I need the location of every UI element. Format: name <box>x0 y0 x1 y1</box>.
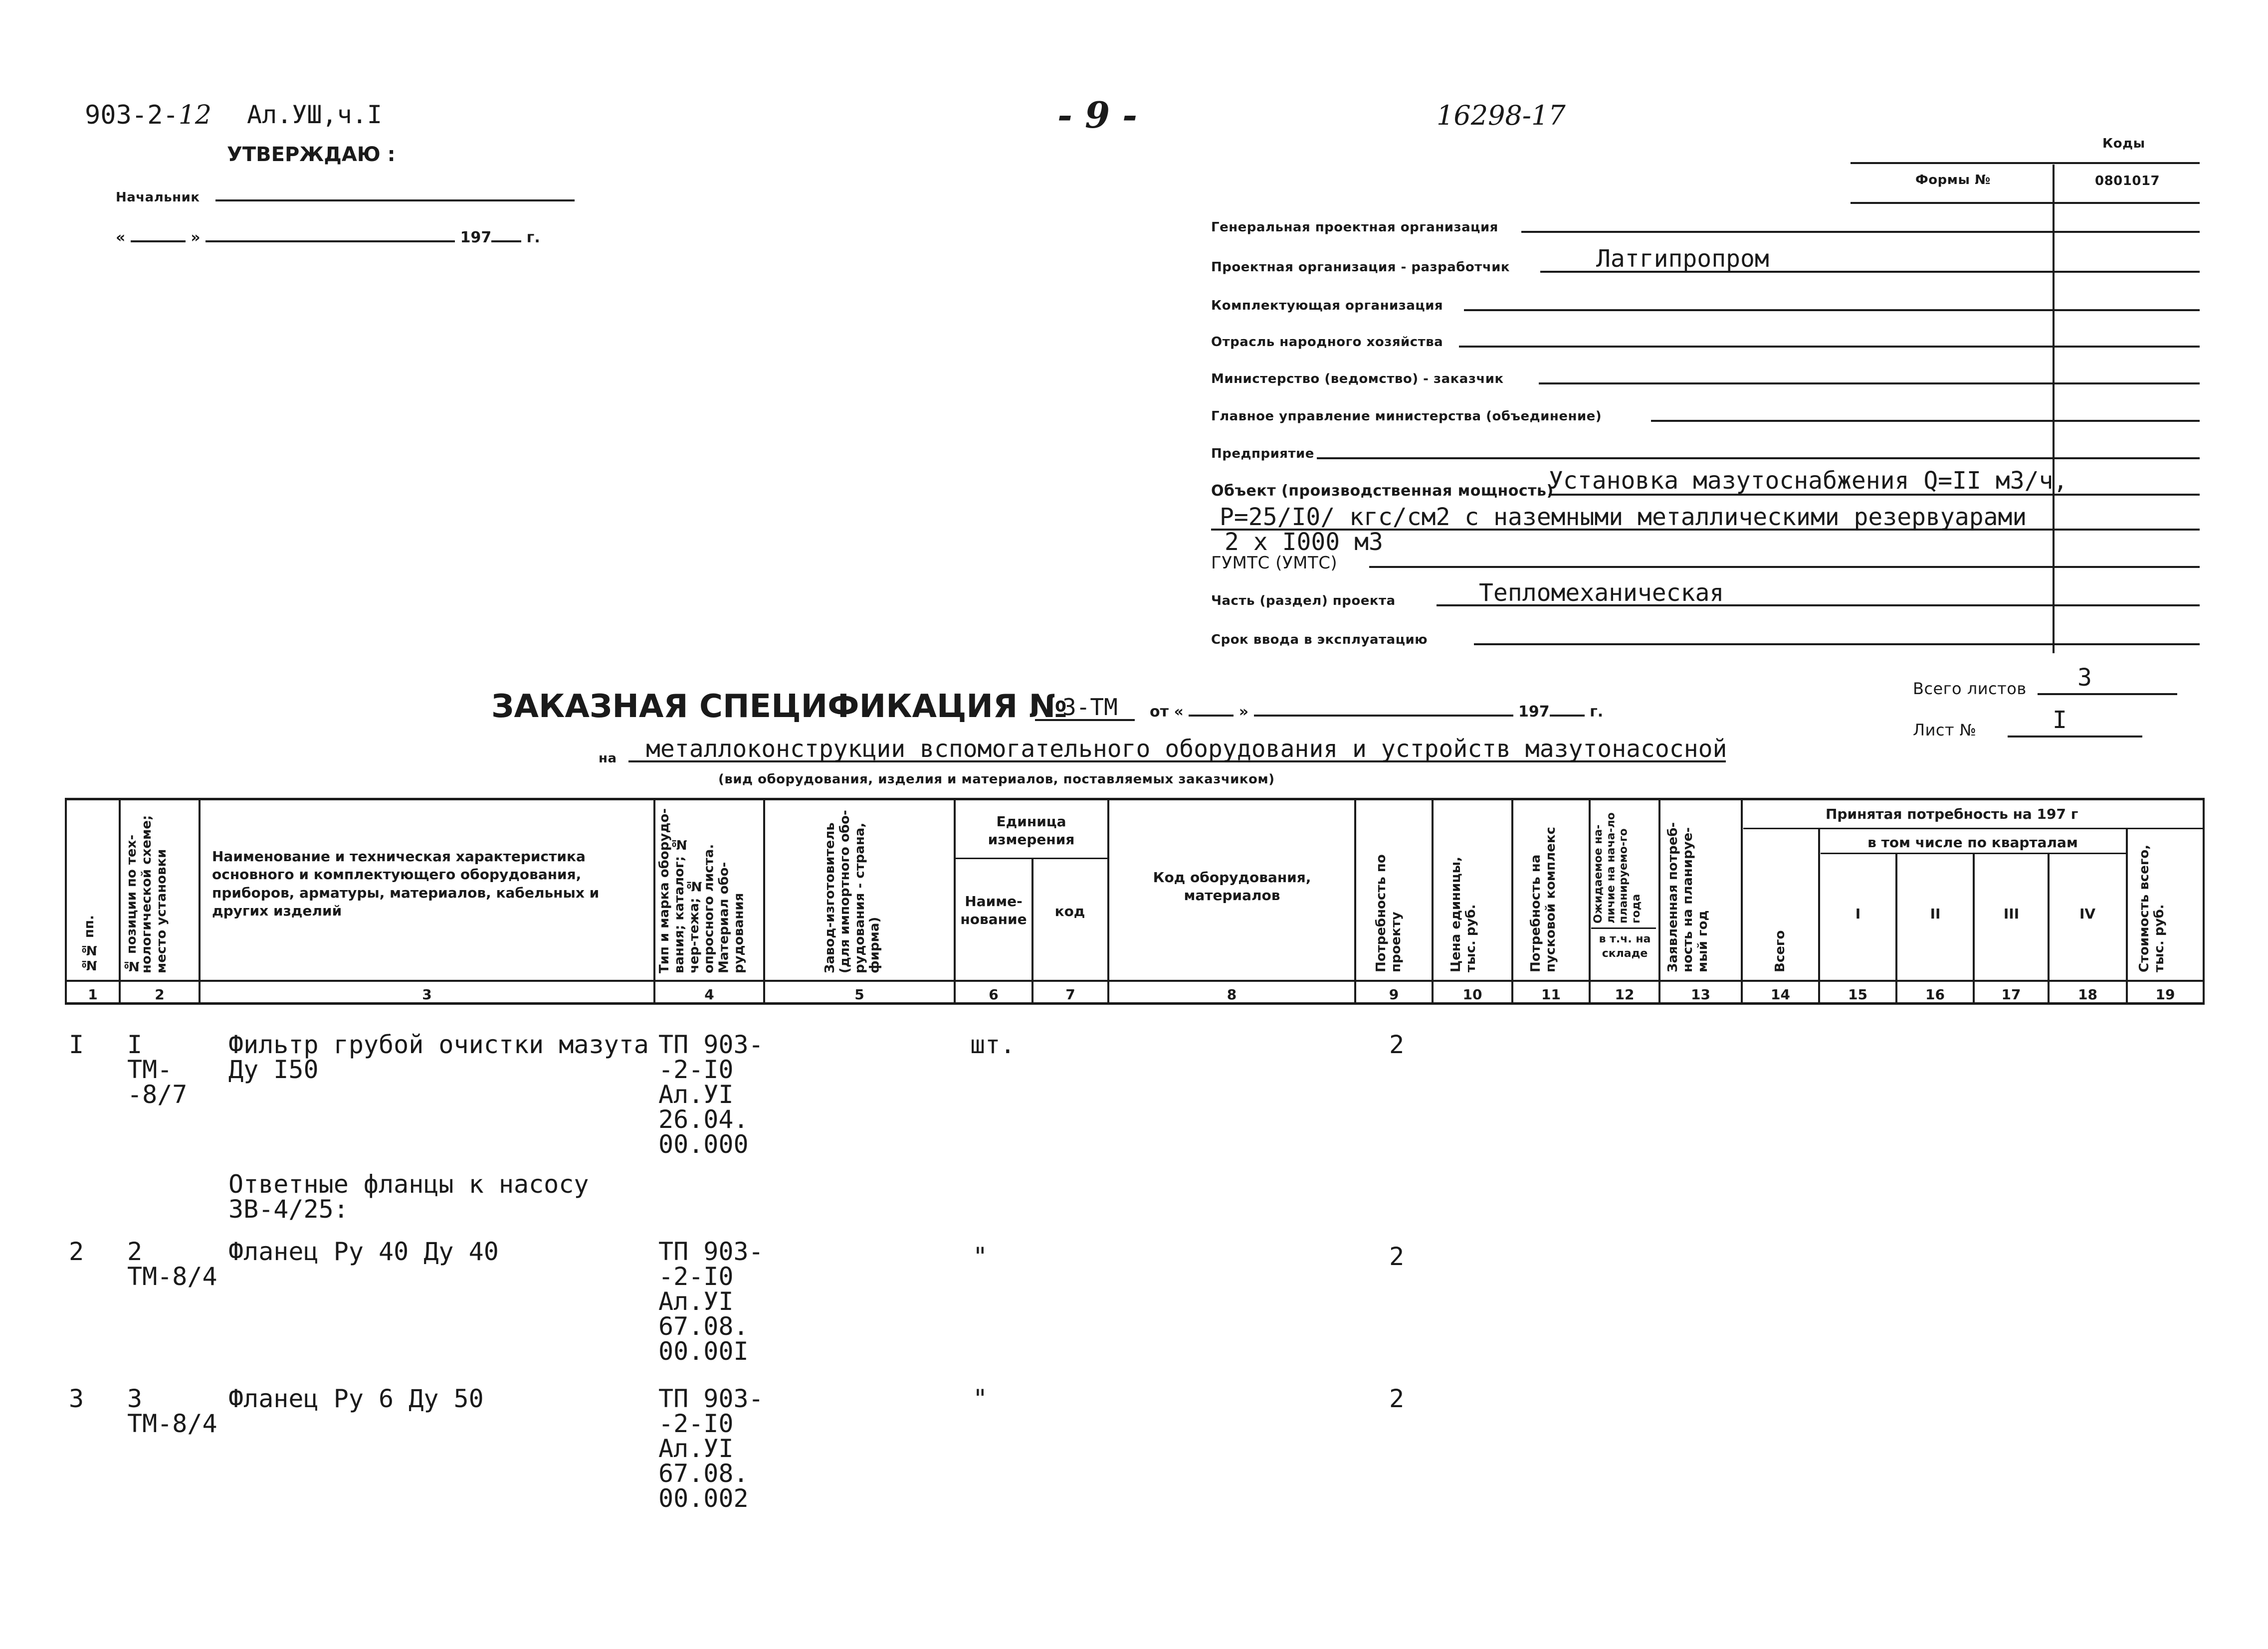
gumts-label: ГУМТС (УМТС) <box>1211 553 1338 573</box>
spec-date-open-quote: « <box>1174 703 1184 721</box>
spec-date-from: от <box>1150 703 1169 721</box>
header-q4: IV <box>2079 906 2096 922</box>
subject-on-label: на <box>599 751 617 766</box>
subject-line <box>628 760 1726 762</box>
approval-date-year: 197 <box>460 229 492 246</box>
col-number: 17 <box>2001 986 2021 1003</box>
approval-date-close-quote: » <box>191 229 201 246</box>
total-sheets-value: 3 <box>2077 664 2092 692</box>
org-field-label: Отрасль народного хозяйства <box>1211 335 1443 350</box>
commission-label: Срок ввода в эксплуатацию <box>1211 632 1428 647</box>
col-number: 6 <box>989 986 999 1003</box>
header-c5: Завод-изготовитель (для импортного обо-рудования - страна, фирма) <box>823 810 882 973</box>
col-number: 10 <box>1462 986 1482 1003</box>
header-c1: №№ пп. <box>82 915 97 972</box>
inventory-number: 16298-17 <box>1437 100 1566 131</box>
header-c11: Потребность на пусковой комплекс <box>1528 827 1558 972</box>
row-quantity: 2 <box>1389 1384 1405 1413</box>
col-number: 19 <box>2155 986 2175 1003</box>
org-field-label: Предприятие <box>1211 446 1314 461</box>
object-line-2: P=25/I0/ кгс/см2 с наземными металлическими резервуарами <box>1220 503 2027 531</box>
page-number: - 9 - <box>1057 94 1137 136</box>
document-code-typed: 903-2- <box>85 100 179 130</box>
row-number: 2 <box>69 1237 84 1266</box>
org-field-label: Министерство (ведомство) - заказчик <box>1211 371 1504 386</box>
part-label: Часть (раздел) проекта <box>1211 593 1396 608</box>
header-c2: № позиции по тех-нологической схеме; место установки <box>124 815 169 973</box>
spec-date <box>1150 705 1603 720</box>
header-c12b: в т.ч. на складе <box>1599 933 1651 960</box>
col-number: 14 <box>1771 986 1790 1003</box>
row-name: Ответные фланцы к насосу 3В-4/25: <box>228 1170 589 1224</box>
row-number: I <box>69 1030 84 1059</box>
object-line-1: Установка мазутоснабжения Q=II м3/ч, <box>1549 467 2068 495</box>
col-number: 2 <box>155 986 165 1003</box>
form-label: Формы № <box>1915 173 1991 187</box>
form-code: 0801017 <box>2095 174 2160 188</box>
col-number: 9 <box>1389 986 1399 1003</box>
header-q1: I <box>1855 906 1861 922</box>
org-field-label: Главное управление министерства (объединение) <box>1211 409 1602 424</box>
spec-title <box>491 688 1067 725</box>
header-c4: Тип и марка оборудо-вания; каталог; № чер-тежа; № опросного листа. Материал обо-рудования <box>657 808 747 973</box>
header-c7: код <box>1054 903 1085 919</box>
object-line-3: 2 x I000 м3 <box>1225 528 1383 556</box>
org-field-label: Проектная организация - разработчик <box>1211 260 1510 275</box>
approval-date-year-suffix: г. <box>526 229 540 246</box>
header-c8: Код оборудования, материалов <box>1153 869 1311 904</box>
header-c13: Заявленная потреб-ность на планируе-мый год <box>1665 822 1710 972</box>
col-number: 11 <box>1541 986 1561 1003</box>
header-c12a: Ожидаемое на-личие на нача-ло планируемо-го года <box>1592 812 1643 923</box>
row-type: ТП 903- -2-I0 Ал.УI 67.08. 00.00I <box>658 1237 764 1366</box>
row-name: Фильтр грубой очистки мазута Ду I50 <box>228 1030 649 1084</box>
org-field-value: Латгипропром <box>1596 245 1769 273</box>
codes-top-line <box>1851 162 2200 164</box>
header-c3: Наименование и техническая характеристика основного и комплектующего оборудования, приборов, арматуры, материалов, кабельных и других изделий <box>212 848 600 919</box>
col-number: 15 <box>1848 986 1867 1003</box>
header-c6: Наиме-нование <box>960 893 1027 928</box>
row-name: Фланец Ру 40 Ду 40 <box>228 1237 499 1266</box>
col-number: 4 <box>704 986 714 1003</box>
spec-number: 3-ТМ <box>1062 694 1118 721</box>
header-c19: Стоимость всего, тыс. руб. <box>2137 844 2167 972</box>
col-number: 7 <box>1065 986 1075 1003</box>
header-q3: III <box>2003 906 2020 922</box>
col-number: 12 <box>1615 986 1635 1003</box>
row-type: ТП 903- -2-I0 Ал.УI 67.08. 00.002 <box>658 1384 764 1513</box>
col-number: 8 <box>1227 986 1237 1003</box>
row-type: ТП 903- -2-I0 Ал.УI 26.04. 00.000 <box>658 1030 764 1159</box>
header-q2: II <box>1930 906 1941 922</box>
spec-date-close-quote: » <box>1238 703 1249 721</box>
header-c10: Цена единицы, тыс. руб. <box>1448 856 1478 972</box>
row-unit: " <box>973 1384 988 1413</box>
spec-title-main: ЗАКАЗНАЯ СПЕЦИФИКАЦИЯ № <box>491 688 1067 725</box>
row-number: 3 <box>69 1384 84 1413</box>
row-position: 3 ТМ-8/4 <box>127 1384 217 1438</box>
row-unit: шт. <box>970 1030 1016 1059</box>
col-number: 1 <box>88 986 98 1003</box>
spec-date-year-suffix: г. <box>1590 703 1604 721</box>
col-number: 3 <box>422 986 432 1003</box>
org-field-label: Генеральная проектная организация <box>1211 220 1498 235</box>
header-c14: Всего <box>1773 930 1788 972</box>
col-number: 18 <box>2078 986 2097 1003</box>
object-label: Объект (производственная мощность) <box>1211 482 1554 500</box>
col-number: 5 <box>854 986 864 1003</box>
sheet-number-value: I <box>2053 706 2067 734</box>
row-position: I ТМ- -8/7 <box>127 1030 188 1109</box>
col-number: 13 <box>1691 986 1710 1003</box>
subject-note: (вид оборудования, изделия и материалов, поставляемых заказчиком) <box>718 772 1275 787</box>
subject-value: металлоконструкции вспомогательного оборудования и устройств мазутонасосной <box>646 735 1727 763</box>
chief-label: Начальник <box>116 190 200 205</box>
row-quantity: 2 <box>1389 1242 1405 1271</box>
header-c9: Потребность по проекту <box>1374 854 1404 972</box>
album-label: Ал.УШ,ч.I <box>247 100 382 129</box>
row-name: Фланец Ру 6 Ду 50 <box>228 1384 484 1413</box>
approve-label: УТВЕРЖДАЮ : <box>227 143 396 166</box>
sheet-number-label: Лист № <box>1913 721 1977 739</box>
col-number: 16 <box>1925 986 1945 1003</box>
header-unit: Единица измерения <box>988 813 1075 848</box>
codes-title: Коды <box>2102 136 2145 151</box>
row-position: 2 ТМ-8/4 <box>127 1237 217 1291</box>
document-code <box>85 102 211 128</box>
document-code-handwritten: 12 <box>178 100 212 130</box>
sheet-number-line <box>2008 735 2142 737</box>
row-unit: " <box>973 1242 988 1271</box>
total-sheets-label: Всего листов <box>1913 679 2027 698</box>
header-quarters: в том числе по кварталам <box>1867 834 2078 851</box>
codes-divider-vertical <box>2053 165 2055 653</box>
spec-number-line <box>1035 719 1135 721</box>
codes-form-underline <box>1851 202 2200 204</box>
chief-signature-line <box>215 199 575 201</box>
approval-date-open-quote: « <box>116 229 126 246</box>
part-value: Тепломеханическая <box>1479 579 1724 607</box>
total-sheets-line <box>2038 693 2177 695</box>
spec-date-year: 197 <box>1518 703 1550 721</box>
org-field-label: Комплектующая организация <box>1211 298 1443 313</box>
row-quantity: 2 <box>1389 1030 1405 1059</box>
header-accepted: Принятая потребность на 197 г <box>1826 806 2078 822</box>
approval-date <box>116 230 540 245</box>
